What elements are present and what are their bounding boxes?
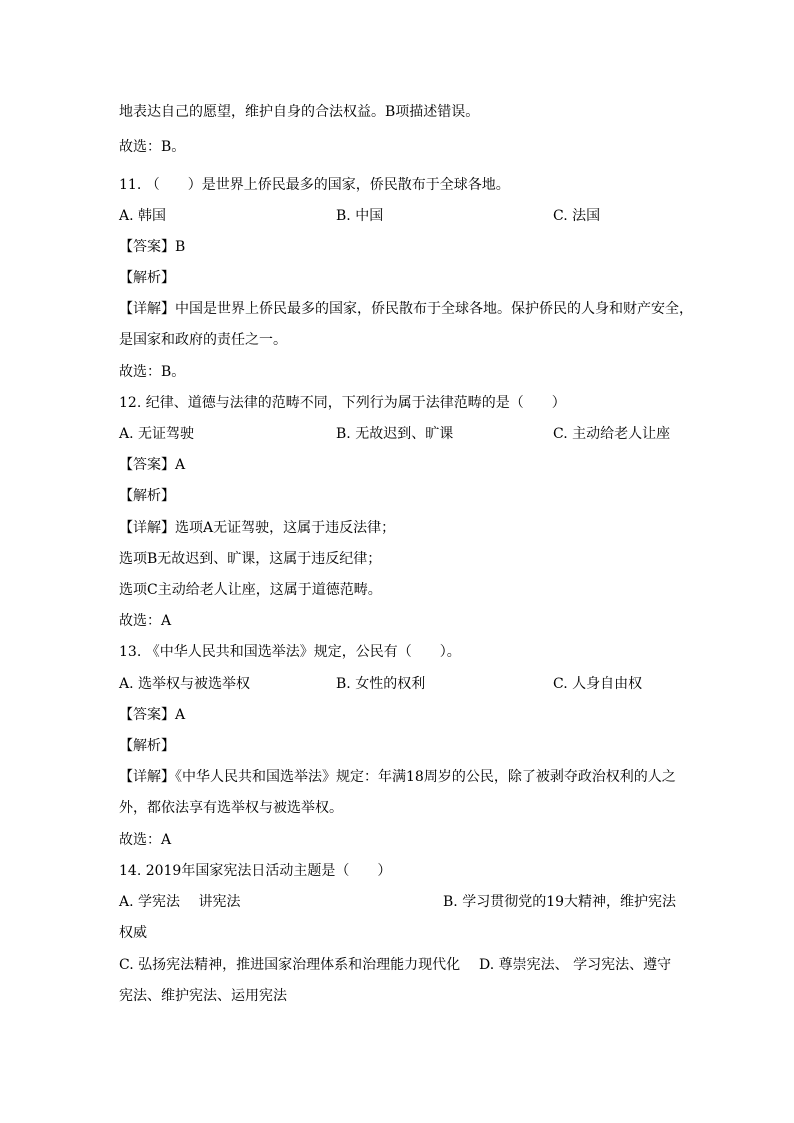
q11-option-a: A. 韩国: [119, 208, 167, 224]
q13-detail: 【详解】《中华人民共和国选举法》规定：年满18周岁的公民，除了被剥夺政治权利的人之: [119, 769, 676, 785]
q13-choice: 故选：A: [119, 832, 172, 848]
q11-option-b: B. 中国: [336, 208, 384, 224]
q12-stem: 12. 纪律、道德与法律的范畴不同，下列行为属于法律范畴的是（ ）: [119, 395, 566, 411]
q12-option-a: A. 无证驾驶: [119, 426, 195, 442]
q12-detail: 选项B无故迟到、旷课，这属于违反纪律；: [119, 551, 382, 567]
q13-detail: 外，都依法享有选举权与被选举权。: [119, 800, 343, 816]
q11-analysis: 【解析】: [119, 270, 175, 286]
q13-option-b: B. 女性的权利: [336, 676, 426, 692]
q11-option-c: C. 法国: [553, 208, 601, 224]
q14-stem: 14. 2019年国家宪法日活动主题是（ ）: [119, 863, 392, 879]
q14-option-c: C. 弘扬宪法精神，推进国家治理体系和治理能力现代化: [119, 957, 461, 973]
q12-detail: 选项C主动给老人让座，这属于道德范畴。: [119, 582, 382, 598]
q10-choice: 故选：B。: [119, 139, 186, 155]
q14-option-a: A. 学宪法 讲宪法: [119, 894, 241, 910]
q12-analysis: 【解析】: [119, 488, 175, 504]
q12-option-b: B. 无故迟到、旷课: [336, 426, 454, 442]
q14-option-b-continued: 权威: [119, 925, 147, 941]
q14-option-d: D. 尊崇宪法、 学习宪法、遵守: [479, 957, 672, 973]
q13-option-a: A. 选举权与被选举权: [119, 676, 251, 692]
q12-detail: 【详解】选项A无证驾驶，这属于违反法律；: [119, 520, 396, 536]
q11-stem: 11. （ ）是世界上侨民最多的国家，侨民散布于全球各地。: [119, 177, 510, 193]
q14-option-b: B. 学习贯彻党的19大精神，维护宪法: [443, 894, 677, 910]
q12-choice: 故选：A: [119, 613, 172, 629]
q12-option-c: C. 主动给老人让座: [553, 426, 671, 442]
q11-answer: 【答案】B: [119, 239, 186, 255]
q13-analysis: 【解析】: [119, 738, 175, 754]
q10-explanation-tail: 地表达自己的愿望，维护自身的合法权益。B项描述错误。: [119, 104, 480, 120]
q11-choice: 故选：B。: [119, 364, 186, 380]
q13-option-c: C. 人身自由权: [553, 676, 643, 692]
q12-answer: 【答案】A: [119, 457, 186, 473]
q13-stem: 13. 《中华人民共和国选举法》规定，公民有（ ）。: [119, 644, 461, 660]
q11-detail: 【详解】中国是世界上侨民最多的国家，侨民散布于全球各地。保护侨民的人身和财产安全，: [119, 301, 693, 317]
q13-answer: 【答案】A: [119, 707, 186, 723]
q14-option-d-continued: 宪法、维护宪法、运用宪法: [119, 988, 287, 1004]
q11-detail: 是国家和政府的责任之一。: [119, 332, 287, 348]
